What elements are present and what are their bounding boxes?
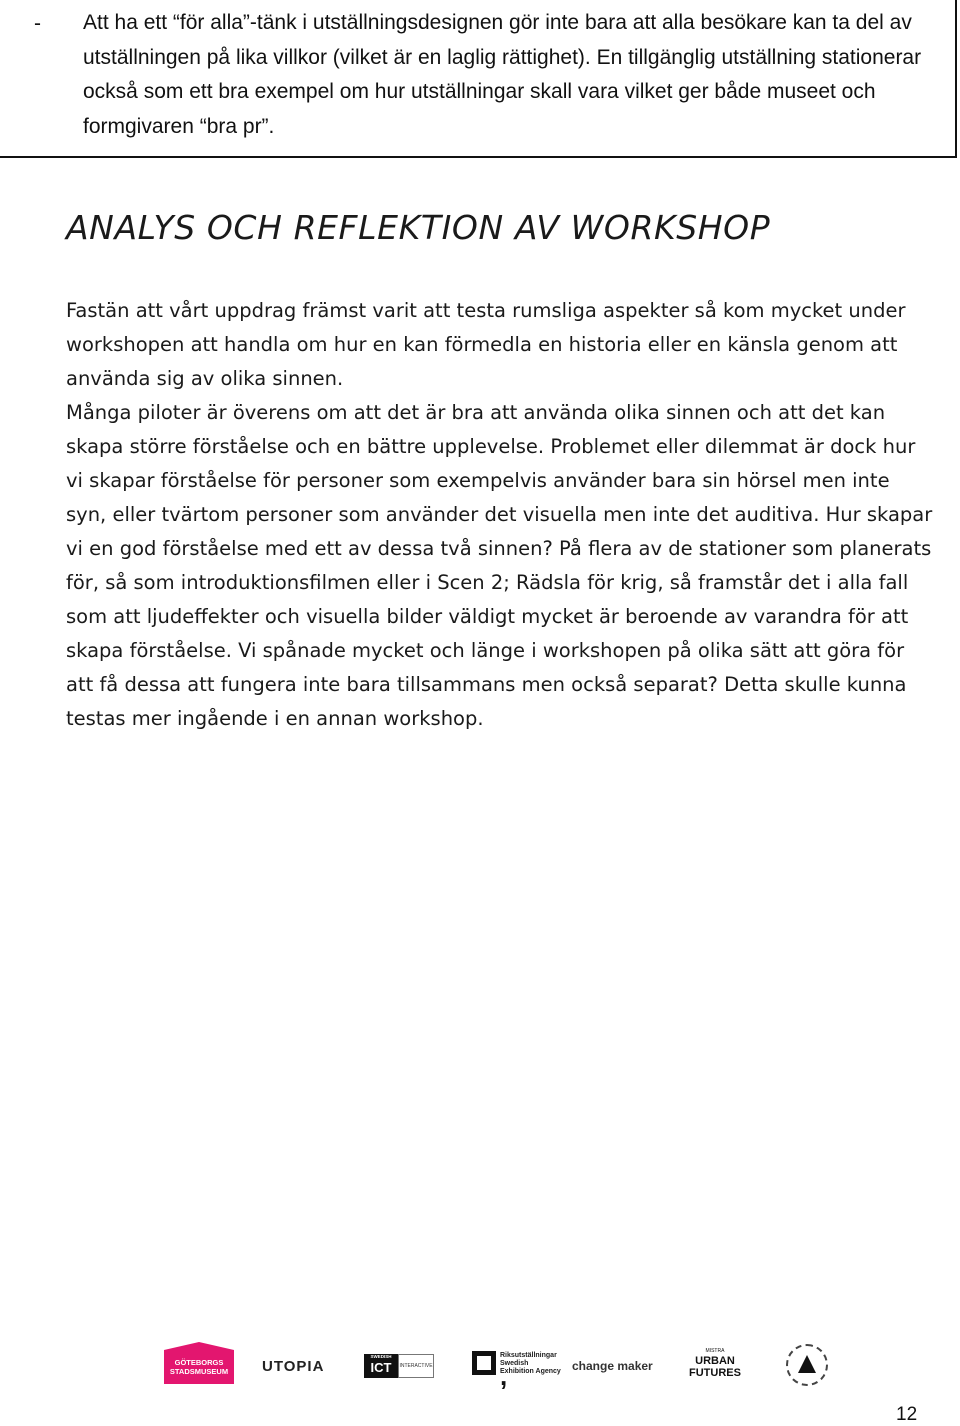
ict-main-text: ICT	[370, 1360, 392, 1375]
bullet-box	[0, 0, 957, 158]
mistra-main-text-1: URBAN	[695, 1355, 735, 1367]
riksutstallningar-logo-text: Riksutställningar Swedish Exhibition Agency	[500, 1352, 561, 1375]
goteborgs-stadsmuseum-logo	[164, 1350, 234, 1384]
changemaker-logo: change maker	[572, 1359, 653, 1373]
round-badge-logo-icon	[786, 1344, 828, 1386]
bullet-text: Att ha ett “för alla”-tänk i utställningsdesignen gör inte bara att alla besökare kan ta del av utställningen på lika villkor (vilket är en laglig rättighet). En tillgänglig utställning stationerar också som ett bra exempel om hur utställningar skall vara vilket ger både museet och formgivaren “bra pr”.	[83, 11, 922, 138]
roof-shape	[164, 1342, 234, 1350]
footer-logos	[0, 1340, 960, 1400]
goteborg-logo-text: GÖTEBORGS STADSMUSEUM	[169, 1358, 229, 1376]
badge-figure-icon	[798, 1355, 816, 1373]
ict-box	[364, 1354, 398, 1378]
section-heading: ANALYS OCH REFLEKTION AV WORKSHOP	[66, 208, 771, 247]
body-text	[66, 294, 936, 736]
paragraph: Fastän att vårt uppdrag främst varit att testa rumsliga aspekter så kom mycket under workshopen att handla om hur en kan förmedla en historia eller en känsla genom att använda sig av olika sinnen.	[66, 299, 906, 390]
riksutstallningar-mark-icon	[472, 1351, 496, 1375]
mistra-urban-futures-logo	[686, 1348, 744, 1379]
ict-top-text: SWEDISH	[370, 1354, 392, 1359]
ict-side-text: INTERACTIVE	[398, 1354, 434, 1378]
paragraph: Många piloter är överens om att det är bra att använda olika sinnen och att det kan skapa större förståelse och en bättre upplevelse. Problemet eller dilemmat är dock hur vi skapar förståelse för personer som exempelvis använder bara sin hörsel men inte syn, eller tvärtom personer som använder det visuella men inte det auditiva. Hur skapar vi en god förståelse med ett av dessa två sinnen? På flera av de stationer som planerats för, så som introduktionsfilmen eller i Scen 2; Rädsla för krig, så framstår det i alla fall som att ljudeffekter och visuella bilder väldigt mycket är beroende av varandra för att skapa förståelse. Vi spånade mycket och länge i workshopen på olika sätt att göra för att få dessa att fungera inte bara tillsammans men också separat? Detta skulle kunna testas mer ingående i en annan workshop.	[66, 401, 933, 730]
mistra-top-text: MISTRA	[705, 1348, 725, 1354]
swedish-ict-logo	[364, 1354, 434, 1378]
mistra-main-text-2: FUTURES	[689, 1367, 741, 1379]
utopia-logo: UTOPIA	[262, 1358, 325, 1375]
riksutstallningar-comma-icon: ,	[500, 1361, 508, 1391]
page-number: 12	[896, 1404, 918, 1425]
bullet-marker: -	[34, 12, 41, 35]
